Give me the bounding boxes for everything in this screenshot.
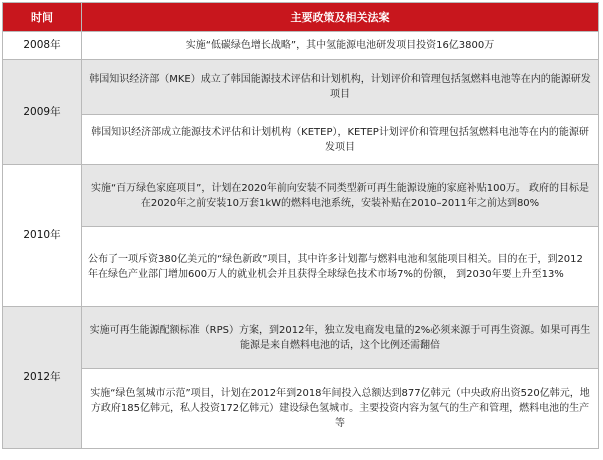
- table-row: [3, 32, 599, 60]
- year-cell: 2010年: [3, 165, 82, 307]
- table-row: [3, 307, 599, 369]
- policy-cell: 韩国知识经济部（MKE）成立了韩国能源技术评估和计划机构，计划评价和管理包括氢燃料电池等在内的能源研发项目: [82, 60, 599, 115]
- policy-cell: 公布了一项斥资380亿美元的“绿色新政”项目，其中许多计划都与燃料电池和氢能项目相关。目的在于，到2012年在绿色产业部门增加600万人的就业机会并且获得全球绿色技术市场7%的份额， 到2030年要上升至13%: [82, 227, 599, 307]
- table-header-row: [3, 3, 599, 32]
- header-time: 时间: [3, 3, 82, 32]
- policy-table-container: [2, 2, 599, 449]
- table-row: [3, 227, 599, 307]
- policy-cell: 实施“绿色氢城市示范”项目，计划在2012年到2018年间投入总额达到877亿韩元（中央政府出资520亿韩元，地方政府185亿韩元，私人投资172亿韩元）建设绿色氢城市。主要投资内容为氢气的生产和管理，燃料电池的生产等: [82, 369, 599, 449]
- policy-cell: 实施“百万绿色家庭项目”，计划在2020年前向安装不同类型新可再生能源设施的家庭补贴100万。 政府的目标是在2020年之前安装10万套1kW的燃料电池系统，安装补贴在2010–2011年之前达到80%: [82, 165, 599, 227]
- policy-cell: 韩国知识经济部成立能源技术评估和计划机构（KETEP），KETEP计划评价和管理包括氢燃料电池等在内的能源研发项目: [82, 115, 599, 165]
- table-row: [3, 165, 599, 227]
- table-row: [3, 115, 599, 165]
- table-row: [3, 369, 599, 449]
- table-row: [3, 60, 599, 115]
- header-policy: 主要政策及相关法案: [82, 3, 599, 32]
- policy-cell: 实施可再生能源配额标准（RPS）方案，到2012年，独立发电商发电量的2%必须来源于可再生资源。如果可再生能源是来自燃料电池的话，这个比例还需翻倍: [82, 307, 599, 369]
- year-cell: 2008年: [3, 32, 82, 60]
- policy-table: [2, 2, 599, 449]
- year-cell: 2009年: [3, 60, 82, 165]
- year-cell: 2012年: [3, 307, 82, 449]
- policy-cell: 实施“低碳绿色增长战略”，其中氢能源电池研发项目投资16亿3800万: [82, 32, 599, 60]
